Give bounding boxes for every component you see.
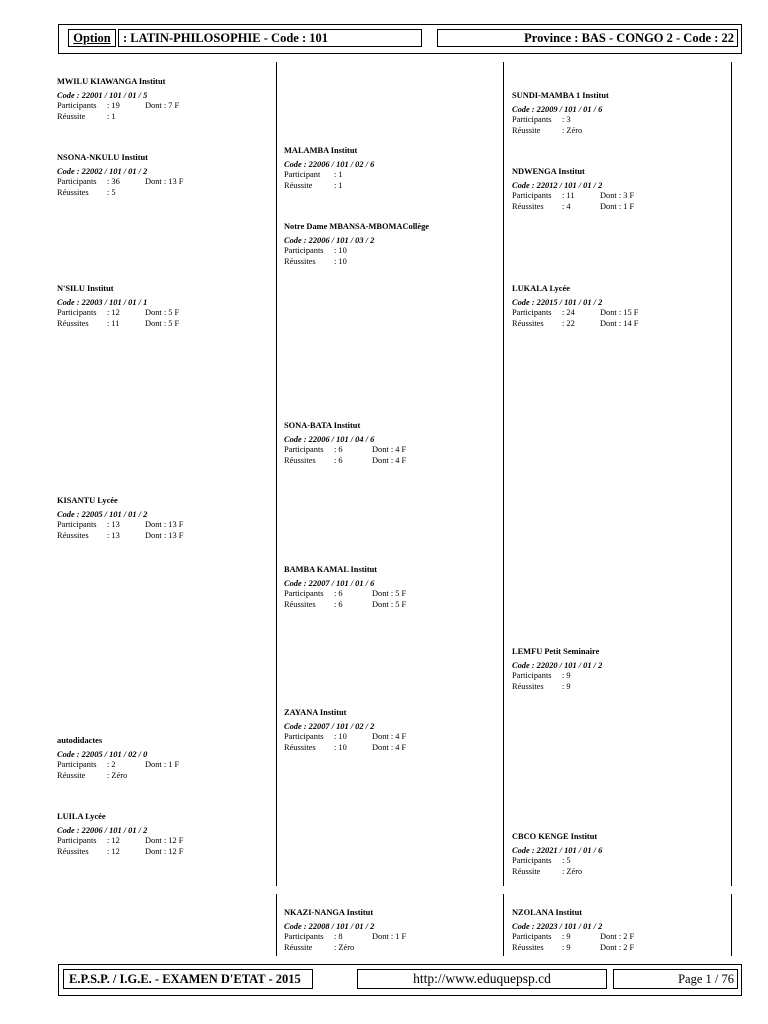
- participants-row: [284, 589, 407, 600]
- row-value: : Zéro: [562, 125, 583, 135]
- school-code: Code : 22007 / 101 / 01 / 6: [284, 578, 375, 588]
- reussite-row: [512, 682, 602, 693]
- school-name: KISANTU Lycée: [57, 496, 118, 505]
- row-value: : 9: [562, 671, 571, 680]
- row-label: Réussites: [284, 256, 316, 266]
- option-value-box: [118, 29, 422, 47]
- participants-row: [512, 932, 635, 943]
- row-value: : 6: [334, 589, 343, 598]
- row-label: Réussite: [512, 866, 541, 876]
- row-value: : 24: [562, 308, 575, 317]
- school-entry: [284, 146, 374, 191]
- row-label: Réussite: [57, 770, 86, 780]
- school-entry: [57, 284, 180, 329]
- reussite-row: [284, 257, 429, 268]
- school-code: Code : 22008 / 101 / 01 / 2: [284, 921, 375, 931]
- school-name: CBCO KENGE Institut: [512, 832, 598, 841]
- participants-row: [284, 445, 407, 456]
- participants-row: [57, 760, 180, 771]
- school-entry: [57, 812, 184, 857]
- row-label: Participants: [512, 932, 552, 941]
- school-name: SONA-BATA Institut: [284, 421, 361, 430]
- school-entry: [512, 167, 635, 212]
- row-value: : 12: [107, 308, 120, 317]
- row-dont: Dont : 1 F: [372, 932, 407, 941]
- school-entry: [512, 832, 602, 877]
- row-dont: Dont : 2 F: [600, 942, 635, 952]
- row-label: Participants: [512, 856, 552, 865]
- row-dont: Dont : 15 F: [600, 308, 639, 317]
- row-label: Réussites: [284, 599, 316, 609]
- school-entry: [512, 908, 635, 953]
- school-entry: [284, 421, 407, 466]
- school-code: Code : 22002 / 101 / 01 / 2: [57, 166, 148, 176]
- school-entry: [512, 647, 602, 692]
- reussite-row: [57, 112, 165, 123]
- row-label: Participants: [57, 101, 97, 110]
- column-divider-left: [276, 62, 277, 886]
- participants-row: [284, 170, 374, 181]
- row-label: Participants: [284, 932, 324, 941]
- school-entry: [284, 708, 407, 753]
- school-name: SUNDI-MAMBA 1 Institut: [512, 91, 609, 100]
- school-name: LUILA Lycée: [57, 812, 106, 821]
- reussite-row: [57, 846, 184, 858]
- school-entry: [512, 91, 609, 136]
- row-value: : 4: [562, 201, 571, 211]
- reussite-row: [512, 867, 602, 878]
- footer-page-box: [613, 969, 738, 989]
- row-value: : 1: [334, 180, 343, 190]
- school-entry: [284, 565, 407, 610]
- school-code: Code : 22006 / 101 / 01 / 2: [57, 825, 148, 835]
- reussite-row: [284, 742, 407, 754]
- row-label: Réussite: [512, 125, 541, 135]
- row-dont: Dont : 5 F: [145, 308, 180, 317]
- row-value: : 22: [562, 318, 575, 328]
- row-label: Réussites: [512, 201, 544, 211]
- option-label-box: [68, 29, 116, 47]
- row-dont: Dont : 5 F: [372, 589, 407, 598]
- participants-row: [57, 101, 180, 112]
- reussite-row: [512, 126, 609, 137]
- row-label: Participants: [284, 445, 324, 454]
- row-value: : 5: [562, 856, 571, 865]
- school-entry: [512, 284, 639, 329]
- participants-row: [284, 932, 407, 943]
- row-label: Participants: [284, 246, 324, 255]
- row-value: : 19: [107, 101, 120, 110]
- footer-exam-label: E.P.S.P. / I.G.E. - EXAMEN D'ETAT - 2015: [69, 972, 301, 986]
- row-value: : Zéro: [334, 942, 355, 952]
- row-dont: Dont : 3 F: [600, 191, 635, 200]
- participants-row: [512, 671, 602, 682]
- reussite-row: [284, 181, 374, 192]
- row-label: Réussites: [57, 187, 89, 197]
- row-value: : 13: [107, 530, 120, 540]
- row-value: : 2: [107, 760, 116, 769]
- row-label: Participants: [512, 308, 552, 317]
- row-dont: Dont : 1 F: [145, 760, 180, 769]
- row-dont: Dont : 13 F: [145, 520, 184, 529]
- row-dont: Dont : 12 F: [145, 846, 184, 856]
- participants-row: [512, 856, 602, 867]
- school-code: Code : 22003 / 101 / 01 / 1: [57, 297, 148, 307]
- school-name: MALAMBA Institut: [284, 146, 358, 155]
- row-label: Réussites: [284, 455, 316, 465]
- row-label: Participants: [284, 732, 324, 741]
- row-value: : 1: [334, 170, 343, 179]
- website-link[interactable]: http://www.eduquepsp.cd: [413, 971, 551, 986]
- row-label: Réussites: [284, 742, 316, 752]
- reussite-row: [57, 530, 184, 542]
- reussite-row: [512, 318, 639, 330]
- participants-row: [57, 308, 180, 319]
- row-value: : 1: [107, 111, 116, 121]
- participants-row: [512, 191, 635, 202]
- row-value: : 9: [562, 681, 571, 691]
- row-label: Participants: [57, 308, 97, 317]
- row-label: Réussite: [57, 111, 86, 121]
- province-box: [437, 29, 738, 47]
- province-label: Province : BAS - CONGO 2 - Code : 22: [524, 31, 734, 45]
- reussite-row: [57, 771, 147, 782]
- reussite-row: [57, 188, 148, 199]
- school-code: Code : 22012 / 101 / 01 / 2: [512, 180, 603, 190]
- school-code: Code : 22005 / 101 / 02 / 0: [57, 749, 148, 759]
- row-dont: Dont : 4 F: [372, 732, 407, 741]
- option-value: : LATIN-PHILOSOPHIE - Code : 101: [123, 31, 328, 45]
- row-label: Participants: [512, 115, 552, 124]
- school-name: NKAZI-NANGA Institut: [284, 908, 374, 917]
- row-value: : 8: [334, 932, 343, 941]
- school-name: LEMFU Petit Seminaire: [512, 647, 600, 656]
- row-dont: Dont : 13 F: [145, 530, 184, 540]
- school-entry: [57, 496, 184, 541]
- school-code: Code : 22007 / 101 / 02 / 2: [284, 721, 375, 731]
- reussite-row: [284, 455, 407, 467]
- row-label: Réussites: [512, 318, 544, 328]
- row-value: : 6: [334, 599, 343, 609]
- school-entry: [57, 77, 180, 122]
- school-entry: [284, 908, 407, 953]
- row-value: : 10: [334, 742, 347, 752]
- row-value: : 12: [107, 836, 120, 845]
- row-value: : 6: [334, 445, 343, 454]
- reussite-row: [284, 599, 407, 611]
- participants-row: [57, 836, 184, 847]
- row-label: Participants: [512, 191, 552, 200]
- school-name: Notre Dame MBANSA-MBOMACollège: [284, 222, 429, 231]
- row-value: : 11: [107, 318, 120, 328]
- row-dont: Dont : 12 F: [145, 836, 184, 845]
- school-name: NZOLANA Institut: [512, 908, 583, 917]
- row-value: : 11: [562, 191, 575, 200]
- school-name: LUKALA Lycée: [512, 284, 570, 293]
- row-label: Participants: [284, 589, 324, 598]
- row-label: Participants: [57, 836, 97, 845]
- participants-row: [57, 177, 184, 188]
- school-name: ZAYANA Institut: [284, 708, 347, 717]
- school-code: Code : 22009 / 101 / 01 / 6: [512, 104, 603, 114]
- row-label: Réussites: [512, 681, 544, 691]
- footer-exam-box: [63, 969, 313, 989]
- row-label: Participants: [57, 520, 97, 529]
- school-code: Code : 22023 / 101 / 01 / 2: [512, 921, 603, 931]
- school-entry: [57, 736, 180, 781]
- row-label: Réussites: [57, 530, 89, 540]
- row-dont: Dont : 1 F: [600, 201, 635, 211]
- participants-row: [57, 520, 184, 531]
- school-code: Code : 22020 / 101 / 01 / 2: [512, 660, 603, 670]
- row-value: : 10: [334, 256, 347, 266]
- school-entry: [57, 153, 184, 198]
- row-dont: Dont : 5 F: [372, 599, 407, 609]
- row-label: Participant: [284, 170, 321, 179]
- column-divider-outer: [731, 62, 732, 886]
- column-divider-tail-outer: [731, 894, 732, 956]
- school-code: Code : 22021 / 101 / 01 / 6: [512, 845, 603, 855]
- column-divider-tail-right: [503, 894, 504, 956]
- school-name: autodidactes: [57, 736, 103, 745]
- row-value: : 9: [562, 932, 571, 941]
- row-label: Réussites: [512, 942, 544, 952]
- column-divider-tail-left: [276, 894, 277, 956]
- school-code: Code : 22006 / 101 / 03 / 2: [284, 235, 375, 245]
- school-name: BAMBA KAMAL Institut: [284, 565, 378, 574]
- row-value: : 9: [562, 942, 571, 952]
- school-code: Code : 22015 / 101 / 01 / 2: [512, 297, 603, 307]
- reussite-row: [284, 943, 374, 954]
- row-label: Participants: [57, 177, 97, 186]
- school-name: N'SILU Institut: [57, 284, 114, 293]
- reussite-row: [512, 942, 635, 954]
- school-name: NDWENGA Institut: [512, 167, 585, 176]
- row-value: : Zéro: [562, 866, 583, 876]
- school-code: Code : 22006 / 101 / 02 / 6: [284, 159, 375, 169]
- participants-row: [284, 732, 407, 743]
- page-number: Page 1 / 76: [678, 972, 734, 986]
- school-code: Code : 22001 / 101 / 01 / 5: [57, 90, 148, 100]
- row-value: : 10: [334, 732, 347, 741]
- row-dont: Dont : 13 F: [145, 177, 184, 186]
- school-entry: [284, 222, 429, 267]
- school-name: MWILU KIAWANGA Institut: [57, 77, 166, 86]
- row-value: : 5: [107, 187, 116, 197]
- school-name: NSONA-NKULU Institut: [57, 153, 148, 162]
- reussite-row: [57, 318, 180, 330]
- row-label: Participants: [57, 760, 97, 769]
- participants-row: [284, 246, 429, 257]
- row-value: : 12: [107, 846, 120, 856]
- column-divider-right: [503, 62, 504, 886]
- footer-link-box: [357, 969, 607, 989]
- row-dont: Dont : 4 F: [372, 742, 407, 752]
- school-code: Code : 22006 / 101 / 04 / 6: [284, 434, 375, 444]
- row-dont: Dont : 4 F: [372, 455, 407, 465]
- row-dont: Dont : 2 F: [600, 932, 635, 941]
- participants-row: [512, 308, 639, 319]
- row-dont: Dont : 4 F: [372, 445, 407, 454]
- school-code: Code : 22005 / 101 / 01 / 2: [57, 509, 148, 519]
- row-value: : 6: [334, 455, 343, 465]
- row-dont: Dont : 14 F: [600, 318, 639, 328]
- participants-row: [512, 115, 609, 126]
- row-label: Réussites: [57, 318, 89, 328]
- row-dont: Dont : 5 F: [145, 318, 180, 328]
- row-label: Participants: [512, 671, 552, 680]
- row-value: : 36: [107, 177, 120, 186]
- row-value: : 13: [107, 520, 120, 529]
- row-dont: Dont : 7 F: [145, 101, 180, 110]
- row-value: : 10: [334, 246, 347, 255]
- row-label: Réussites: [57, 846, 89, 856]
- row-value: : Zéro: [107, 770, 128, 780]
- row-label: Réussite: [284, 180, 313, 190]
- option-label: Option: [73, 31, 111, 45]
- reussite-row: [512, 201, 635, 213]
- row-label: Réussite: [284, 942, 313, 952]
- row-value: : 3: [562, 115, 571, 124]
